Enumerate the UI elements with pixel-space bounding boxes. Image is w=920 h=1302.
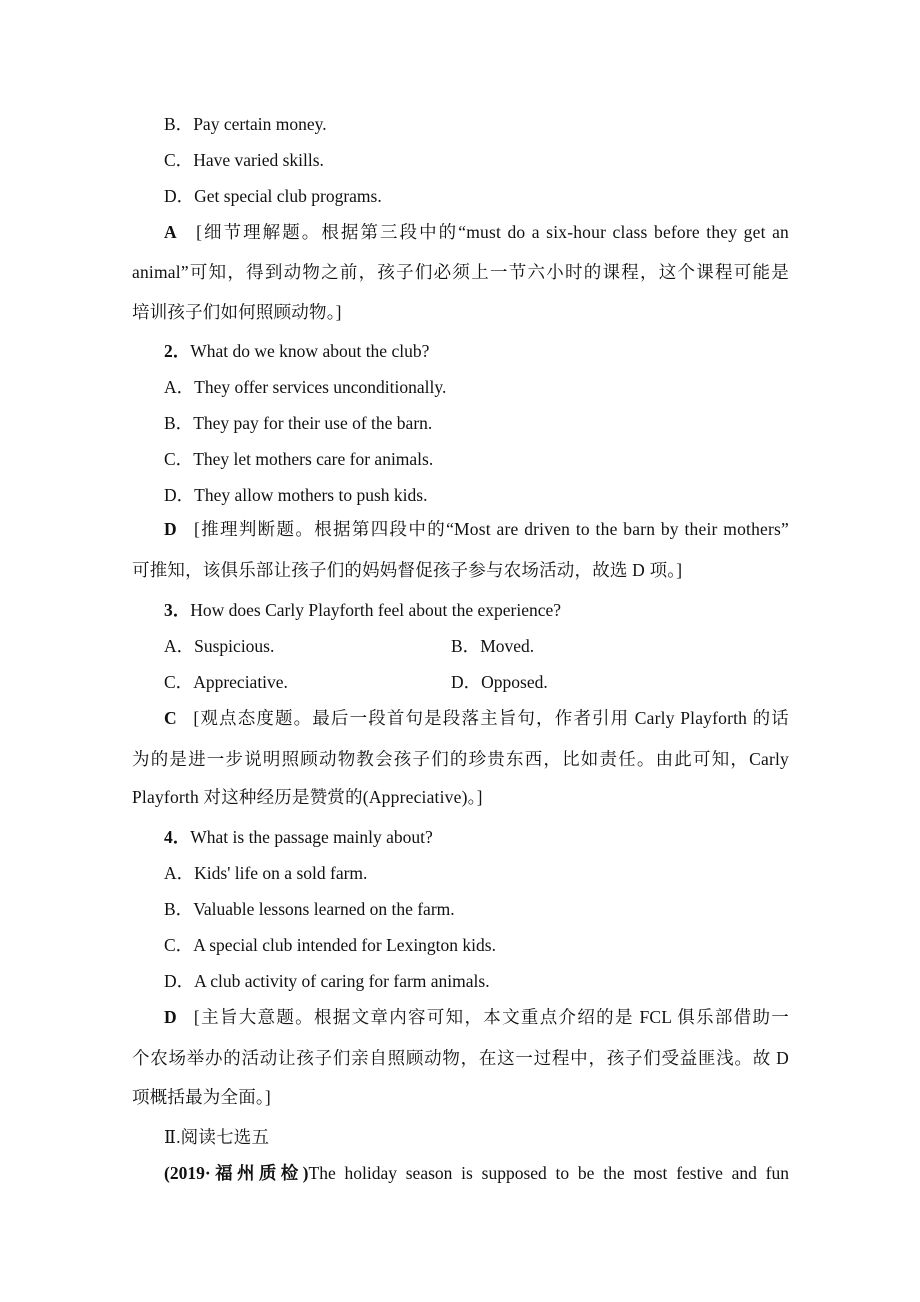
q3-answer-line3: Playforth 对这种经历是赞赏的(Appreciative)。] [132,787,483,807]
q2-option-a: A．They offer services unconditionally. [164,377,447,397]
q1-option-c: C．Have varied skills. [164,150,324,170]
q2-answer-line2: 可推知，该俱乐部让孩子们的妈妈督促孩子参与农场活动，故选 D 项。] [132,560,683,580]
q4-option-a: A．Kids' life on a sold farm. [164,863,368,883]
q3-option-d: D．Opposed. [451,672,548,692]
q2-answer-letter: D [164,519,177,539]
q3-option-b: B．Moved. [451,636,535,656]
q4-option-c: C．A special club intended for Lexington kids. [164,935,496,955]
q1-option-d: D．Get special club programs. [164,186,382,206]
q1-answer-letter: A [164,222,177,242]
q2-option-b: B．They pay for their use of the barn. [164,413,433,433]
section-intro: (2019·福州质检)The holiday season is supposed to be the most festive and fun [164,1163,789,1183]
q2-question: 2．What do we know about the club? [164,341,430,361]
section-heading: Ⅱ.阅读七选五 [164,1127,270,1147]
q2-answer-line1: D [推理判断题。根据第四段中的“Most are driven to the barn by their mothers” [164,519,790,539]
q4-answer-letter: D [164,1007,177,1027]
q1-option-b: B．Pay certain money. [164,114,327,134]
q3-answer-line1: C [观点态度题。最后一段首句是段落主旨句，作者引用 Carly Playforth 的话 [164,708,789,728]
q1-answer-line3: 培训孩子们如何照顾动物。] [132,302,342,322]
q2-option-c: C．They let mothers care for animals. [164,449,434,469]
section-source: (2019·福州质检) [164,1163,309,1183]
q3-answer-letter: C [164,708,177,728]
q4-option-b: B．Valuable lessons learned on the farm. [164,899,455,919]
q3-option-a: A．Suspicious. [164,636,275,656]
q4-answer-line1: D [主旨大意题。根据文章内容可知，本文重点介绍的是 FCL 俱乐部借助一 [164,1007,789,1027]
q1-answer-line2: animal”可知，得到动物之前，孩子们必须上一节六小时的课程，这个课程可能是 [132,262,789,282]
q4-answer-line3: 项概括最为全面。] [132,1087,271,1107]
q4-option-d: D．A club activity of caring for farm animals. [164,971,490,991]
q4-answer-line2: 个农场举办的活动让孩子们亲自照顾动物，在这一过程中，孩子们受益匪浅。故 D [132,1048,789,1068]
q1-answer-line1: A [细节理解题。根据第三段中的“must do a six-hour class before they get an [164,222,789,242]
q4-question: 4．What is the passage mainly about? [164,827,433,847]
q3-answer-line2: 为的是进一步说明照顾动物教会孩子们的珍贵东西，比如责任。由此可知，Carly [132,749,789,769]
q3-question: 3．How does Carly Playforth feel about the experience? [164,600,562,620]
q3-option-c: C．Appreciative. [164,672,288,692]
q2-option-d: D．They allow mothers to push kids. [164,485,428,505]
